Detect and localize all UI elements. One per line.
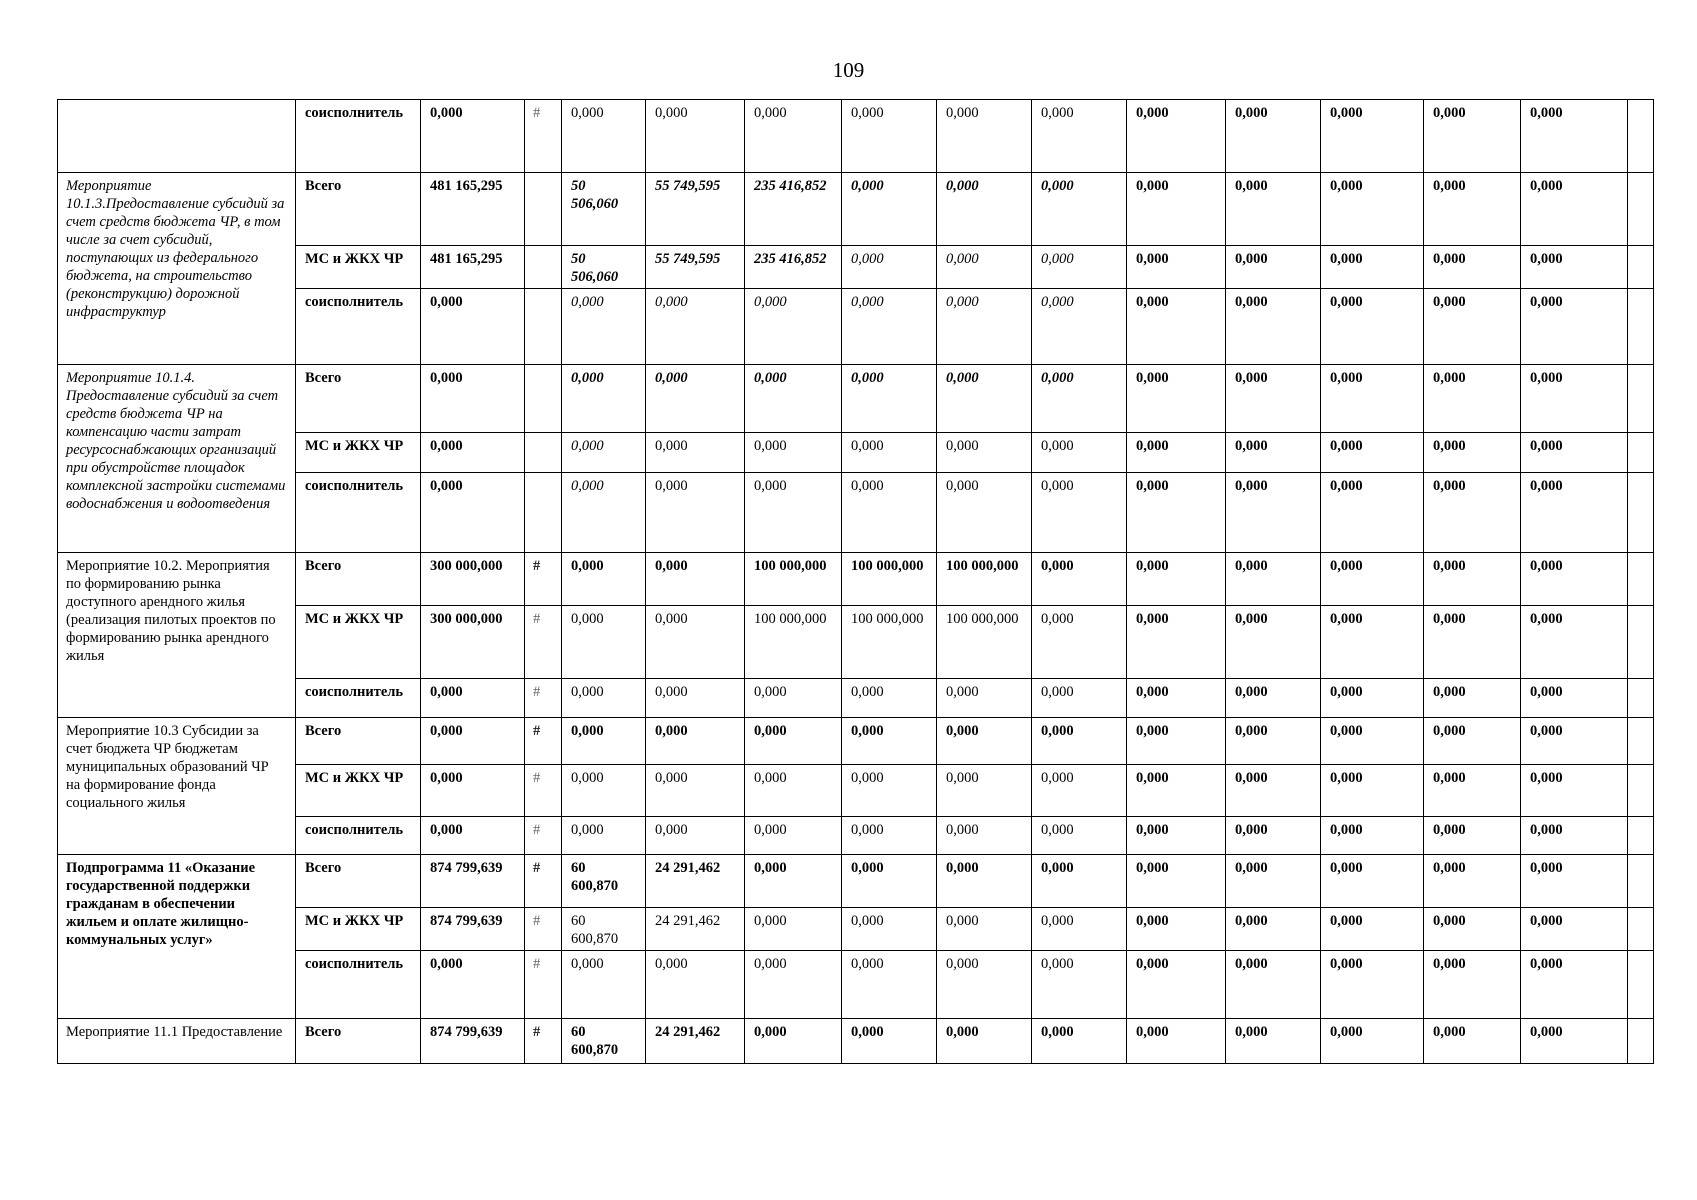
value-cell: 0,000 — [1424, 473, 1521, 553]
value-cell: 0,000 — [1321, 855, 1424, 908]
executor-cell: Всего — [296, 718, 421, 765]
value-cell: 0,000 — [1127, 908, 1226, 951]
budget-table — [57, 99, 1654, 1064]
value-cell: 0,000 — [1226, 951, 1321, 1019]
value-cell: 0,000 — [745, 679, 842, 718]
value-cell — [1628, 606, 1654, 679]
value-cell: 0,000 — [1127, 718, 1226, 765]
value-cell: 0,000 — [1321, 817, 1424, 855]
marker-cell — [525, 173, 562, 246]
value-cell: 0,000 — [562, 289, 646, 365]
value-cell: 0,000 — [646, 679, 745, 718]
value-cell — [1628, 289, 1654, 365]
value-cell: 0,000 — [646, 606, 745, 679]
value-cell: 0,000 — [1226, 908, 1321, 951]
total-cell: 0,000 — [421, 473, 525, 553]
value-cell: 0,000 — [1127, 100, 1226, 173]
activity-name-cell: Мероприятие 10.1.3.Предоставление субсидий за счет средств бюджета ЧР, в том числе за счет субсидий, поступающих из федерального бюджета, на строительство (реконструкцию) дорожной инфраструктур — [58, 173, 296, 365]
executor-cell: МС и ЖКХ ЧР — [296, 246, 421, 289]
value-cell: 0,000 — [1521, 679, 1628, 718]
value-cell: 0,000 — [1521, 365, 1628, 433]
value-cell: 100 000,000 — [842, 606, 937, 679]
value-cell: 50 506,060 — [562, 173, 646, 246]
value-cell: 0,000 — [1032, 765, 1127, 817]
value-cell: 0,000 — [1321, 473, 1424, 553]
executor-cell: Всего — [296, 1019, 421, 1064]
value-cell: 0,000 — [1424, 553, 1521, 606]
table-row — [58, 679, 1654, 718]
value-cell: 0,000 — [1424, 365, 1521, 433]
table-row — [58, 718, 1654, 765]
total-cell: 300 000,000 — [421, 553, 525, 606]
marker-cell: # — [525, 553, 562, 606]
total-cell: 300 000,000 — [421, 606, 525, 679]
total-cell: 481 165,295 — [421, 173, 525, 246]
value-cell: 0,000 — [1226, 365, 1321, 433]
table-row — [58, 606, 1654, 679]
value-cell — [1628, 173, 1654, 246]
value-cell: 0,000 — [1424, 718, 1521, 765]
value-cell: 0,000 — [745, 908, 842, 951]
value-cell: 0,000 — [1127, 817, 1226, 855]
marker-cell: # — [525, 100, 562, 173]
value-cell: 235 416,852 — [745, 173, 842, 246]
value-cell: 0,000 — [1032, 855, 1127, 908]
value-cell: 0,000 — [1321, 765, 1424, 817]
value-cell: 0,000 — [646, 718, 745, 765]
value-cell — [1628, 718, 1654, 765]
value-cell: 0,000 — [842, 679, 937, 718]
table-row — [58, 817, 1654, 855]
marker-cell: # — [525, 951, 562, 1019]
value-cell: 0,000 — [1226, 817, 1321, 855]
value-cell: 0,000 — [745, 365, 842, 433]
executor-cell: соисполнитель — [296, 100, 421, 173]
value-cell: 24 291,462 — [646, 855, 745, 908]
value-cell: 0,000 — [1127, 553, 1226, 606]
value-cell: 235 416,852 — [745, 246, 842, 289]
value-cell: 0,000 — [1127, 951, 1226, 1019]
value-cell — [1628, 473, 1654, 553]
executor-cell: Всего — [296, 553, 421, 606]
table-row — [58, 289, 1654, 365]
value-cell: 0,000 — [1424, 817, 1521, 855]
value-cell: 0,000 — [1032, 433, 1127, 473]
table-row — [58, 951, 1654, 1019]
value-cell: 0,000 — [745, 473, 842, 553]
value-cell: 0,000 — [842, 365, 937, 433]
value-cell: 0,000 — [937, 855, 1032, 908]
value-cell: 0,000 — [842, 951, 937, 1019]
value-cell: 0,000 — [937, 817, 1032, 855]
value-cell: 55 749,595 — [646, 246, 745, 289]
value-cell: 0,000 — [646, 553, 745, 606]
table-body — [58, 100, 1654, 1064]
value-cell: 60 600,870 — [562, 1019, 646, 1064]
value-cell: 0,000 — [745, 855, 842, 908]
value-cell: 0,000 — [1521, 1019, 1628, 1064]
value-cell: 0,000 — [842, 433, 937, 473]
activity-name-cell: Мероприятие 11.1 Предоставление — [58, 1019, 296, 1064]
value-cell: 0,000 — [842, 246, 937, 289]
value-cell: 0,000 — [1032, 173, 1127, 246]
marker-cell — [525, 246, 562, 289]
value-cell: 0,000 — [1226, 718, 1321, 765]
value-cell: 0,000 — [1032, 1019, 1127, 1064]
marker-cell — [525, 365, 562, 433]
value-cell: 0,000 — [842, 1019, 937, 1064]
value-cell: 0,000 — [1521, 473, 1628, 553]
value-cell: 0,000 — [562, 679, 646, 718]
value-cell: 0,000 — [1226, 765, 1321, 817]
executor-cell: МС и ЖКХ ЧР — [296, 433, 421, 473]
value-cell: 0,000 — [562, 100, 646, 173]
table-row — [58, 365, 1654, 433]
value-cell: 0,000 — [1032, 553, 1127, 606]
value-cell: 0,000 — [1424, 1019, 1521, 1064]
value-cell: 0,000 — [1127, 606, 1226, 679]
value-cell: 60 600,870 — [562, 855, 646, 908]
value-cell: 0,000 — [1321, 553, 1424, 606]
value-cell: 0,000 — [1226, 289, 1321, 365]
marker-cell — [525, 433, 562, 473]
value-cell: 0,000 — [1032, 817, 1127, 855]
value-cell: 0,000 — [937, 433, 1032, 473]
value-cell: 0,000 — [646, 817, 745, 855]
value-cell: 0,000 — [1321, 951, 1424, 1019]
value-cell: 0,000 — [937, 1019, 1032, 1064]
value-cell: 60 600,870 — [562, 908, 646, 951]
value-cell: 100 000,000 — [937, 606, 1032, 679]
table-row — [58, 433, 1654, 473]
value-cell: 0,000 — [1521, 173, 1628, 246]
value-cell: 0,000 — [842, 473, 937, 553]
marker-cell: # — [525, 606, 562, 679]
value-cell: 0,000 — [1424, 855, 1521, 908]
total-cell: 0,000 — [421, 289, 525, 365]
marker-cell: # — [525, 1019, 562, 1064]
activity-name-cell: Мероприятие 10.3 Субсидии за счет бюджета ЧР бюджетам муниципальных образований ЧР на формирование фонда социального жилья — [58, 718, 296, 855]
value-cell: 0,000 — [745, 100, 842, 173]
value-cell: 0,000 — [745, 289, 842, 365]
value-cell — [1628, 765, 1654, 817]
total-cell: 0,000 — [421, 679, 525, 718]
page-number: 109 — [832, 58, 865, 82]
value-cell: 0,000 — [1226, 1019, 1321, 1064]
value-cell: 24 291,462 — [646, 1019, 745, 1064]
value-cell: 0,000 — [1032, 365, 1127, 433]
table-row — [58, 100, 1654, 173]
value-cell: 0,000 — [1226, 100, 1321, 173]
executor-cell: Всего — [296, 365, 421, 433]
value-cell — [1628, 1019, 1654, 1064]
value-cell: 0,000 — [1226, 855, 1321, 908]
value-cell: 0,000 — [1226, 173, 1321, 246]
value-cell: 0,000 — [562, 951, 646, 1019]
value-cell — [1628, 365, 1654, 433]
value-cell: 0,000 — [937, 173, 1032, 246]
value-cell: 100 000,000 — [842, 553, 937, 606]
value-cell: 0,000 — [1521, 855, 1628, 908]
value-cell: 0,000 — [745, 951, 842, 1019]
total-cell: 0,000 — [421, 951, 525, 1019]
value-cell: 0,000 — [562, 553, 646, 606]
value-cell — [1628, 553, 1654, 606]
table-row — [58, 473, 1654, 553]
table-row — [58, 173, 1654, 246]
value-cell: 0,000 — [646, 365, 745, 433]
value-cell: 100 000,000 — [745, 606, 842, 679]
table-row — [58, 765, 1654, 817]
value-cell: 0,000 — [1127, 855, 1226, 908]
marker-cell: # — [525, 908, 562, 951]
value-cell: 0,000 — [1321, 1019, 1424, 1064]
value-cell: 100 000,000 — [937, 553, 1032, 606]
executor-cell: соисполнитель — [296, 679, 421, 718]
value-cell: 0,000 — [646, 473, 745, 553]
value-cell: 0,000 — [1127, 679, 1226, 718]
value-cell: 0,000 — [937, 718, 1032, 765]
value-cell: 0,000 — [1321, 100, 1424, 173]
value-cell — [1628, 246, 1654, 289]
value-cell: 0,000 — [1521, 606, 1628, 679]
value-cell: 0,000 — [1032, 473, 1127, 553]
value-cell — [1628, 908, 1654, 951]
value-cell: 0,000 — [1032, 679, 1127, 718]
value-cell: 24 291,462 — [646, 908, 745, 951]
marker-cell — [525, 473, 562, 553]
value-cell: 0,000 — [1424, 173, 1521, 246]
value-cell: 0,000 — [1321, 606, 1424, 679]
value-cell: 0,000 — [1226, 553, 1321, 606]
value-cell: 0,000 — [1127, 173, 1226, 246]
activity-name-cell: Подпрограмма 11 «Оказание государственной поддержки гражданам в обеспечении жильем и оплате жилищно-коммунальных услуг» — [58, 855, 296, 1019]
value-cell: 0,000 — [1032, 100, 1127, 173]
value-cell: 0,000 — [1521, 718, 1628, 765]
executor-cell: соисполнитель — [296, 951, 421, 1019]
activity-name-cell: Мероприятие 10.2. Мероприятия по формированию рынка доступного арендного жилья (реализация пилотых проектов по формированию рынка арендного жилья — [58, 553, 296, 718]
value-cell: 0,000 — [1424, 765, 1521, 817]
value-cell: 0,000 — [1424, 606, 1521, 679]
value-cell: 0,000 — [1521, 553, 1628, 606]
value-cell: 0,000 — [562, 718, 646, 765]
value-cell: 0,000 — [1226, 433, 1321, 473]
table-row — [58, 855, 1654, 908]
table-row — [58, 1019, 1654, 1064]
value-cell: 0,000 — [646, 951, 745, 1019]
value-cell: 0,000 — [745, 718, 842, 765]
value-cell: 0,000 — [1521, 246, 1628, 289]
value-cell: 0,000 — [1032, 606, 1127, 679]
activity-name-cell — [58, 100, 296, 173]
executor-cell: соисполнитель — [296, 289, 421, 365]
value-cell: 0,000 — [745, 817, 842, 855]
total-cell: 0,000 — [421, 765, 525, 817]
value-cell: 0,000 — [937, 908, 1032, 951]
value-cell: 0,000 — [1127, 289, 1226, 365]
value-cell: 0,000 — [937, 365, 1032, 433]
value-cell: 0,000 — [1521, 433, 1628, 473]
value-cell: 0,000 — [1226, 679, 1321, 718]
executor-cell: Всего — [296, 855, 421, 908]
table-row — [58, 246, 1654, 289]
value-cell: 0,000 — [937, 765, 1032, 817]
marker-cell: # — [525, 855, 562, 908]
value-cell: 0,000 — [1321, 246, 1424, 289]
value-cell: 0,000 — [1321, 173, 1424, 246]
value-cell: 0,000 — [842, 817, 937, 855]
executor-cell: МС и ЖКХ ЧР — [296, 606, 421, 679]
value-cell: 0,000 — [562, 765, 646, 817]
value-cell: 100 000,000 — [745, 553, 842, 606]
value-cell: 0,000 — [1424, 289, 1521, 365]
value-cell: 0,000 — [842, 908, 937, 951]
value-cell: 0,000 — [1226, 606, 1321, 679]
value-cell: 0,000 — [842, 289, 937, 365]
activity-name-cell: Мероприятие 10.1.4. Предоставление субсидий за счет средств бюджета ЧР на компенсацию части затрат ресурсоснабжающих организаций при обустройстве площадок комплексной застройки системами водоснабжения и водоотведения — [58, 365, 296, 553]
value-cell: 0,000 — [1424, 100, 1521, 173]
total-cell: 874 799,639 — [421, 908, 525, 951]
value-cell — [1628, 100, 1654, 173]
value-cell: 0,000 — [562, 473, 646, 553]
value-cell: 0,000 — [1424, 908, 1521, 951]
marker-cell: # — [525, 718, 562, 765]
value-cell: 0,000 — [646, 100, 745, 173]
value-cell: 0,000 — [1521, 765, 1628, 817]
value-cell: 0,000 — [1521, 817, 1628, 855]
value-cell: 0,000 — [842, 855, 937, 908]
value-cell: 0,000 — [842, 100, 937, 173]
value-cell: 0,000 — [937, 289, 1032, 365]
value-cell: 0,000 — [1032, 908, 1127, 951]
executor-cell: Всего — [296, 173, 421, 246]
value-cell — [1628, 433, 1654, 473]
marker-cell: # — [525, 817, 562, 855]
value-cell: 0,000 — [562, 433, 646, 473]
value-cell: 0,000 — [937, 246, 1032, 289]
value-cell: 0,000 — [1127, 473, 1226, 553]
table-row — [58, 908, 1654, 951]
value-cell: 0,000 — [1032, 951, 1127, 1019]
value-cell: 50 506,060 — [562, 246, 646, 289]
value-cell: 0,000 — [842, 173, 937, 246]
value-cell: 0,000 — [646, 765, 745, 817]
value-cell: 0,000 — [745, 765, 842, 817]
value-cell: 0,000 — [646, 289, 745, 365]
executor-cell: МС и ЖКХ ЧР — [296, 908, 421, 951]
value-cell: 0,000 — [745, 1019, 842, 1064]
value-cell: 0,000 — [1321, 433, 1424, 473]
executor-cell: соисполнитель — [296, 817, 421, 855]
value-cell — [1628, 855, 1654, 908]
total-cell: 0,000 — [421, 817, 525, 855]
value-cell: 0,000 — [1127, 365, 1226, 433]
value-cell — [1628, 679, 1654, 718]
value-cell: 0,000 — [1521, 100, 1628, 173]
total-cell: 0,000 — [421, 718, 525, 765]
total-cell: 874 799,639 — [421, 1019, 525, 1064]
executor-cell: соисполнитель — [296, 473, 421, 553]
total-cell: 0,000 — [421, 365, 525, 433]
value-cell: 0,000 — [1127, 246, 1226, 289]
value-cell: 0,000 — [1127, 433, 1226, 473]
value-cell: 0,000 — [842, 718, 937, 765]
value-cell: 0,000 — [937, 100, 1032, 173]
value-cell: 0,000 — [1032, 246, 1127, 289]
value-cell: 0,000 — [1226, 246, 1321, 289]
value-cell: 0,000 — [1321, 365, 1424, 433]
value-cell: 0,000 — [646, 433, 745, 473]
value-cell — [1628, 817, 1654, 855]
marker-cell: # — [525, 679, 562, 718]
value-cell — [1628, 951, 1654, 1019]
value-cell: 0,000 — [1321, 718, 1424, 765]
value-cell: 0,000 — [1226, 473, 1321, 553]
value-cell: 0,000 — [562, 606, 646, 679]
value-cell: 0,000 — [1321, 908, 1424, 951]
value-cell: 0,000 — [1127, 1019, 1226, 1064]
marker-cell — [525, 289, 562, 365]
value-cell: 0,000 — [937, 473, 1032, 553]
total-cell: 0,000 — [421, 100, 525, 173]
value-cell: 0,000 — [1424, 679, 1521, 718]
value-cell: 0,000 — [842, 765, 937, 817]
value-cell: 0,000 — [1321, 289, 1424, 365]
value-cell: 0,000 — [1424, 951, 1521, 1019]
marker-cell: # — [525, 765, 562, 817]
value-cell: 0,000 — [937, 679, 1032, 718]
value-cell: 0,000 — [1521, 951, 1628, 1019]
value-cell: 55 749,595 — [646, 173, 745, 246]
value-cell: 0,000 — [1032, 718, 1127, 765]
value-cell: 0,000 — [562, 817, 646, 855]
total-cell: 481 165,295 — [421, 246, 525, 289]
table-row — [58, 553, 1654, 606]
total-cell: 0,000 — [421, 433, 525, 473]
value-cell: 0,000 — [1521, 289, 1628, 365]
executor-cell: МС и ЖКХ ЧР — [296, 765, 421, 817]
total-cell: 874 799,639 — [421, 855, 525, 908]
value-cell: 0,000 — [1321, 679, 1424, 718]
value-cell: 0,000 — [1032, 289, 1127, 365]
value-cell: 0,000 — [1424, 246, 1521, 289]
value-cell: 0,000 — [1424, 433, 1521, 473]
value-cell: 0,000 — [562, 365, 646, 433]
value-cell: 0,000 — [745, 433, 842, 473]
value-cell: 0,000 — [1521, 908, 1628, 951]
value-cell: 0,000 — [1127, 765, 1226, 817]
value-cell: 0,000 — [937, 951, 1032, 1019]
